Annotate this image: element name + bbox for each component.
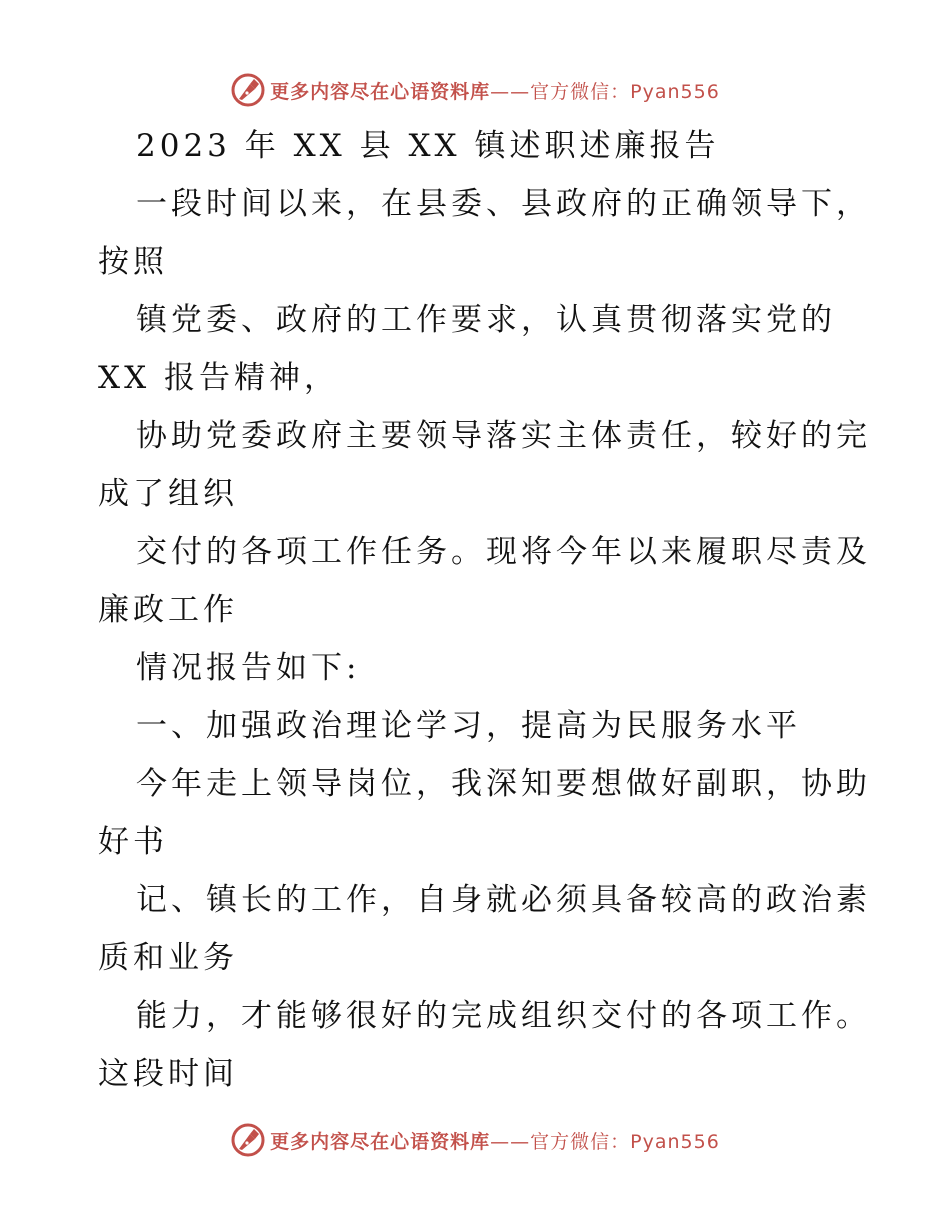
text-line: 今年走上领导岗位，我深知要想做好副职，协助 xyxy=(136,766,871,802)
watermark-wechat: 官方微信：Pyan556 xyxy=(530,80,720,103)
pen-nib-logo-icon xyxy=(230,72,266,108)
text-line: 这段时间 xyxy=(98,1056,238,1092)
text-line: 成了组织 xyxy=(98,476,238,512)
text-line: 能力，才能够很好的完成组织交付的各项工作。 xyxy=(136,998,871,1034)
text-line: 质和业务 xyxy=(98,940,238,976)
watermark-brand: 更多内容尽在心语资料库 xyxy=(270,1130,491,1153)
text-line: 按照 xyxy=(98,244,168,280)
watermark-wechat: 官方微信：Pyan556 xyxy=(530,1130,720,1153)
text-line: 交付的各项工作任务。现将今年以来履职尽责及 xyxy=(136,534,871,570)
footer-watermark xyxy=(0,1120,950,1160)
text-line: 记、镇长的工作，自身就必须具备较高的政治素 xyxy=(136,882,871,918)
text-line: 一、加强政治理论学习，提高为民服务水平 xyxy=(136,708,801,744)
document-title: 2023 年 XX 县 XX 镇述职述廉报告 xyxy=(136,128,720,164)
text-line: XX 报告精神， xyxy=(98,360,339,396)
text-line: 协助党委政府主要领导落实主体责任，较好的完 xyxy=(136,418,871,454)
text-line: 好书 xyxy=(98,824,168,860)
pen-nib-logo-icon xyxy=(230,1122,266,1158)
text-line: 情况报告如下: xyxy=(136,650,361,686)
watermark-brand: 更多内容尽在心语资料库 xyxy=(270,80,491,103)
header-watermark xyxy=(0,70,950,110)
text-line: 廉政工作 xyxy=(98,592,238,628)
watermark-text xyxy=(270,1127,720,1154)
text-line: 镇党委、政府的工作要求，认真贯彻落实党的 xyxy=(136,302,836,338)
text-line: 一段时间以来，在县委、县政府的正确领导下， xyxy=(136,186,871,222)
watermark-text xyxy=(270,77,720,104)
document-body xyxy=(98,117,871,1103)
watermark-separator: —— xyxy=(490,1130,531,1153)
watermark-separator: —— xyxy=(490,80,531,103)
